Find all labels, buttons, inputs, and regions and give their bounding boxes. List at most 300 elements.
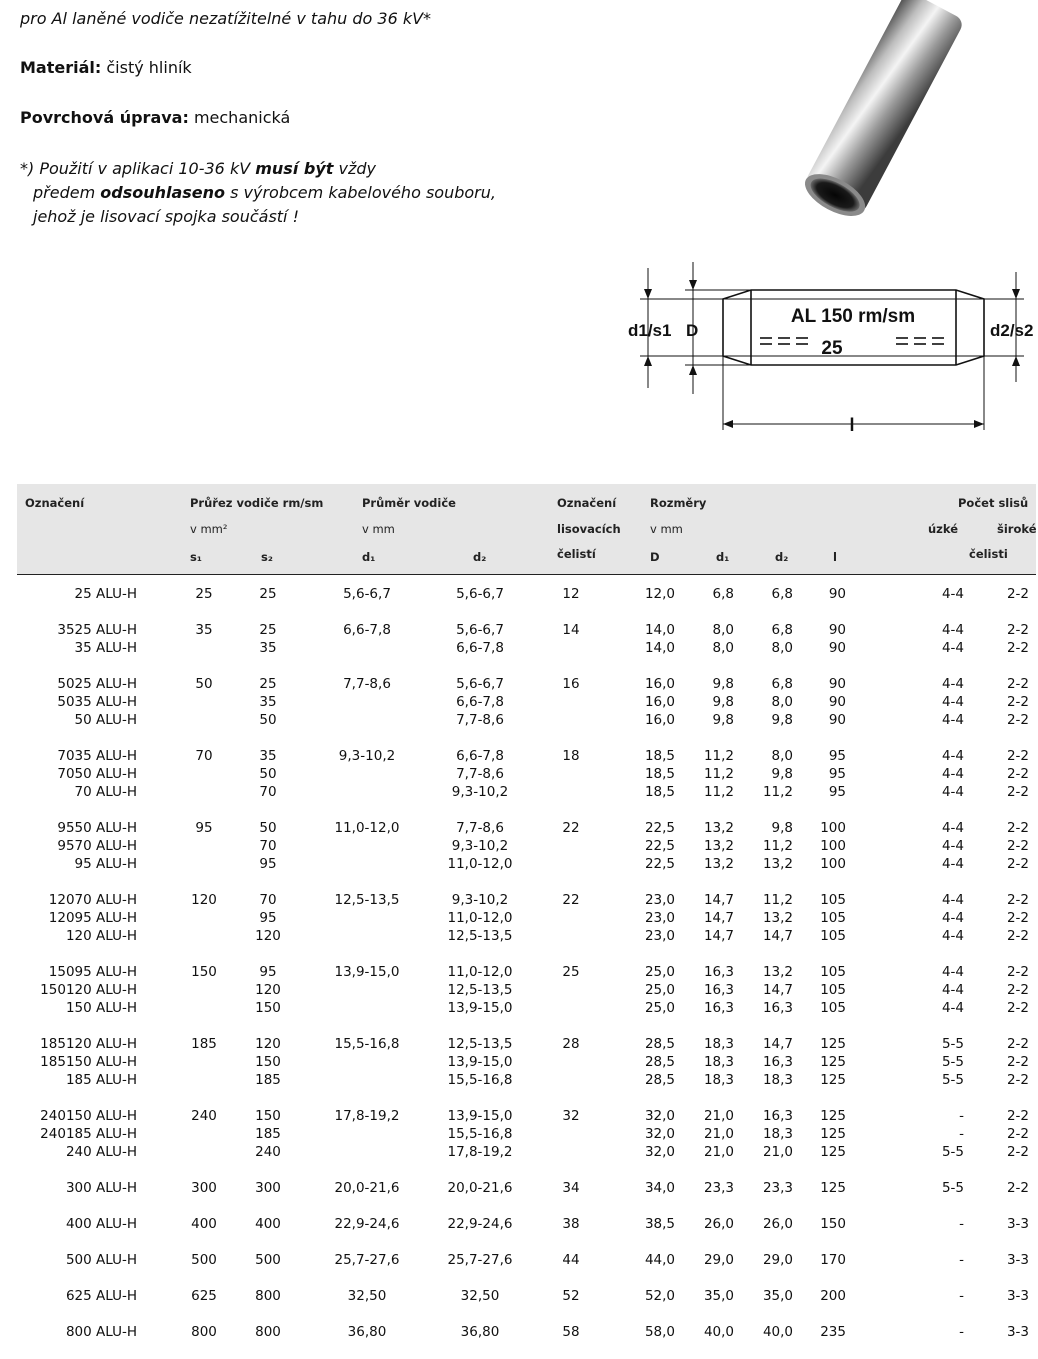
cell-D: 58,0 bbox=[644, 1324, 675, 1340]
sleeve-dimension-drawing bbox=[620, 258, 1038, 438]
cell-s2: 300 bbox=[255, 1180, 281, 1196]
sleeve-photo bbox=[760, 0, 990, 240]
cell-designation: 25 ALU-H bbox=[74, 586, 137, 602]
cell-s2: 70 bbox=[259, 784, 277, 800]
cell-length: 125 bbox=[820, 1054, 846, 1070]
header-uzke: úzké bbox=[928, 522, 959, 536]
header-rozmery-d2: d₂ bbox=[775, 550, 789, 564]
cell-D: 22,5 bbox=[644, 820, 675, 836]
cell-d2-range: 11,0-12,0 bbox=[447, 964, 513, 980]
label-l: l bbox=[849, 415, 855, 435]
note-emphasis: odsouhlaseno bbox=[100, 183, 226, 202]
cell-crimps-wide: 2-2 bbox=[1006, 892, 1029, 908]
header-prurez-unit: v mm² bbox=[190, 522, 228, 536]
cell-crimps-wide: 2-2 bbox=[1006, 712, 1029, 728]
cell-d2-range: 22,9-24,6 bbox=[447, 1216, 513, 1232]
cell-s1: 120 bbox=[191, 892, 217, 908]
cell-designation: 15095 ALU-H bbox=[48, 964, 137, 980]
cell-length: 100 bbox=[820, 856, 846, 872]
cell-crimps-wide: 2-2 bbox=[1006, 640, 1029, 656]
cell-designation: 240150 ALU-H bbox=[40, 1108, 137, 1124]
cell-crimps-narrow: 4-4 bbox=[941, 694, 964, 710]
cell-crimps-wide: 3-3 bbox=[1006, 1216, 1029, 1232]
note-line-2 bbox=[33, 182, 496, 204]
cell-length: 95 bbox=[828, 766, 846, 782]
note-text: *) Použití v aplikaci 10-36 kV bbox=[20, 159, 256, 178]
cell-designation: 240 ALU-H bbox=[65, 1144, 137, 1160]
cell-d2: 18,3 bbox=[762, 1126, 793, 1142]
cell-crimps-wide: 2-2 bbox=[1006, 586, 1029, 602]
cell-d1: 9,8 bbox=[712, 694, 734, 710]
cell-D: 14,0 bbox=[644, 640, 675, 656]
cell-crimps-wide: 2-2 bbox=[1006, 838, 1029, 854]
cell-D: 28,5 bbox=[644, 1072, 675, 1088]
cell-crimps-wide: 2-2 bbox=[1006, 676, 1029, 692]
header-prumer-unit: v mm bbox=[362, 522, 395, 536]
cell-d1-range: 13,9-15,0 bbox=[334, 964, 400, 980]
note-line-3: jehož je lisovací spojka součástí ! bbox=[33, 207, 299, 226]
cell-length: 125 bbox=[820, 1126, 846, 1142]
cell-d1: 18,3 bbox=[703, 1036, 734, 1052]
cell-crimps-narrow: 4-4 bbox=[941, 640, 964, 656]
cell-designation: 12070 ALU-H bbox=[48, 892, 137, 908]
cell-crimps-wide: 2-2 bbox=[1006, 766, 1029, 782]
cell-s1: 240 bbox=[191, 1108, 217, 1124]
cell-crimps-wide: 2-2 bbox=[1006, 964, 1029, 980]
cell-d1: 8,0 bbox=[712, 640, 734, 656]
header-prumer: Průměr vodiče bbox=[362, 496, 456, 510]
cell-d2-range: 9,3-10,2 bbox=[451, 892, 509, 908]
cell-D: 16,0 bbox=[644, 694, 675, 710]
cell-d1-range: 11,0-12,0 bbox=[334, 820, 400, 836]
cell-designation: 5025 ALU-H bbox=[57, 676, 137, 692]
cell-designation: 500 ALU-H bbox=[65, 1252, 137, 1268]
cell-s1: 150 bbox=[191, 964, 217, 980]
cell-d2: 6,8 bbox=[771, 586, 793, 602]
header-prurez: Průřez vodiče rm/sm bbox=[190, 496, 324, 510]
header-d2: d₂ bbox=[473, 550, 487, 564]
cell-s2: 95 bbox=[259, 856, 277, 872]
cell-d2: 40,0 bbox=[762, 1324, 793, 1340]
cell-d2: 16,3 bbox=[762, 1000, 793, 1016]
cell-s1: 70 bbox=[195, 748, 213, 764]
cell-D: 23,0 bbox=[644, 928, 675, 944]
cell-crimps-narrow: - bbox=[959, 1216, 964, 1232]
cell-D: 25,0 bbox=[644, 964, 675, 980]
cell-designation: 150120 ALU-H bbox=[40, 982, 137, 998]
cell-length: 95 bbox=[828, 784, 846, 800]
cell-D: 14,0 bbox=[644, 622, 675, 638]
cell-d1-range: 5,6-6,7 bbox=[343, 586, 391, 602]
cell-d1: 9,8 bbox=[712, 676, 734, 692]
cell-length: 90 bbox=[828, 712, 846, 728]
cell-crimps-wide: 3-3 bbox=[1006, 1288, 1029, 1304]
header-pocet: Počet slisů bbox=[958, 496, 1029, 510]
cell-length: 125 bbox=[820, 1144, 846, 1160]
cell-length: 125 bbox=[820, 1180, 846, 1196]
cell-crimps-wide: 3-3 bbox=[1006, 1324, 1029, 1340]
cell-crimps-narrow: 4-4 bbox=[941, 622, 964, 638]
cell-s2: 35 bbox=[259, 640, 277, 656]
cell-die-code: 16 bbox=[562, 676, 580, 692]
label-d2s2: d2/s2 bbox=[990, 321, 1034, 340]
cell-length: 90 bbox=[828, 694, 846, 710]
cell-s2: 25 bbox=[259, 676, 277, 692]
cell-crimps-narrow: 4-4 bbox=[941, 856, 964, 872]
cell-crimps-wide: 2-2 bbox=[1006, 982, 1029, 998]
cell-d2-range: 13,9-15,0 bbox=[447, 1054, 513, 1070]
cell-crimps-narrow: 5-5 bbox=[941, 1036, 964, 1052]
cell-die-code: 14 bbox=[562, 622, 580, 638]
cell-d2: 6,8 bbox=[771, 676, 793, 692]
cell-crimps-wide: 2-2 bbox=[1006, 622, 1029, 638]
cell-d2-range: 11,0-12,0 bbox=[447, 856, 513, 872]
cell-D: 22,5 bbox=[644, 856, 675, 872]
cell-crimps-wide: 2-2 bbox=[1006, 928, 1029, 944]
cell-length: 125 bbox=[820, 1108, 846, 1124]
header-oznaceni-lis-1: Označení bbox=[557, 496, 617, 510]
table-header bbox=[17, 484, 1036, 575]
drawing-number: 25 bbox=[821, 338, 843, 359]
cell-d2: 9,8 bbox=[771, 712, 793, 728]
cell-D: 23,0 bbox=[644, 892, 675, 908]
cell-d2: 35,0 bbox=[762, 1288, 793, 1304]
material-label: Materiál: bbox=[20, 58, 102, 77]
cell-s1: 185 bbox=[191, 1036, 217, 1052]
cell-crimps-wide: 2-2 bbox=[1006, 1108, 1029, 1124]
cell-d2: 8,0 bbox=[771, 748, 793, 764]
cell-d2: 6,8 bbox=[771, 622, 793, 638]
cell-crimps-wide: 2-2 bbox=[1006, 784, 1029, 800]
cell-s2: 800 bbox=[255, 1288, 281, 1304]
cell-d2: 9,8 bbox=[771, 766, 793, 782]
cell-s1: 400 bbox=[191, 1216, 217, 1232]
cell-s2: 35 bbox=[259, 694, 277, 710]
cell-crimps-narrow: 4-4 bbox=[941, 712, 964, 728]
cell-d2: 13,2 bbox=[762, 964, 793, 980]
cell-D: 32,0 bbox=[644, 1126, 675, 1142]
cell-designation: 70 ALU-H bbox=[74, 784, 137, 800]
cell-length: 235 bbox=[820, 1324, 846, 1340]
label-d1s1: d1/s1 bbox=[628, 321, 672, 340]
note-text: předem bbox=[33, 183, 101, 202]
cell-D: 16,0 bbox=[644, 676, 675, 692]
cell-s2: 120 bbox=[255, 1036, 281, 1052]
cell-s2: 150 bbox=[255, 1054, 281, 1070]
cell-d2-range: 36,80 bbox=[460, 1324, 500, 1340]
cell-die-code: 44 bbox=[562, 1252, 580, 1268]
cell-die-code: 12 bbox=[562, 586, 580, 602]
cell-crimps-wide: 2-2 bbox=[1006, 748, 1029, 764]
surface-value: mechanická bbox=[193, 108, 291, 127]
cell-s1: 95 bbox=[195, 820, 213, 836]
cell-s2: 35 bbox=[259, 748, 277, 764]
cell-d1: 6,8 bbox=[712, 586, 734, 602]
cell-d2-range: 12,5-13,5 bbox=[447, 1036, 513, 1052]
cell-d1: 40,0 bbox=[703, 1324, 734, 1340]
cell-d2: 8,0 bbox=[771, 694, 793, 710]
cell-die-code: 28 bbox=[562, 1036, 580, 1052]
drawing-marking: AL 150 rm/sm bbox=[790, 306, 916, 327]
cell-length: 105 bbox=[820, 982, 846, 998]
cell-s1: 50 bbox=[195, 676, 213, 692]
cell-d2-range: 7,7-8,6 bbox=[456, 766, 504, 782]
cell-s2: 70 bbox=[259, 892, 277, 908]
cell-s2: 50 bbox=[259, 712, 277, 728]
cell-s2: 50 bbox=[259, 820, 277, 836]
cell-s2: 500 bbox=[255, 1252, 281, 1268]
cell-crimps-narrow: 4-4 bbox=[941, 964, 964, 980]
cell-d2-range: 5,6-6,7 bbox=[456, 676, 504, 692]
cell-die-code: 38 bbox=[562, 1216, 580, 1232]
surface-label: Povrchová úprava: bbox=[20, 108, 189, 127]
cell-designation: 240185 ALU-H bbox=[40, 1126, 137, 1142]
cell-s2: 400 bbox=[255, 1216, 281, 1232]
cell-length: 170 bbox=[820, 1252, 846, 1268]
cell-d1-range: 9,3-10,2 bbox=[338, 748, 396, 764]
cell-s2: 150 bbox=[255, 1108, 281, 1124]
cell-designation: 12095 ALU-H bbox=[48, 910, 137, 926]
cell-crimps-narrow: - bbox=[959, 1288, 964, 1304]
cell-d1-range: 36,80 bbox=[347, 1324, 387, 1340]
cell-die-code: 52 bbox=[562, 1288, 580, 1304]
cell-D: 25,0 bbox=[644, 982, 675, 998]
cell-s1: 500 bbox=[191, 1252, 217, 1268]
cell-length: 90 bbox=[828, 622, 846, 638]
cell-d2: 14,7 bbox=[762, 1036, 793, 1052]
cell-d2-range: 15,5-16,8 bbox=[447, 1126, 513, 1142]
cell-length: 150 bbox=[820, 1216, 846, 1232]
cell-d1: 13,2 bbox=[703, 838, 734, 854]
note-text: vždy bbox=[333, 159, 376, 178]
cell-crimps-narrow: 5-5 bbox=[941, 1180, 964, 1196]
cell-d1-range: 32,50 bbox=[347, 1288, 387, 1304]
cell-d2-range: 12,5-13,5 bbox=[447, 982, 513, 998]
cell-die-code: 22 bbox=[562, 892, 580, 908]
cell-d2-range: 6,6-7,8 bbox=[456, 748, 504, 764]
cell-d2: 29,0 bbox=[762, 1252, 793, 1268]
cell-s1: 35 bbox=[195, 622, 213, 638]
cell-length: 200 bbox=[820, 1288, 846, 1304]
cell-crimps-narrow: 4-4 bbox=[941, 910, 964, 926]
cell-s2: 185 bbox=[255, 1126, 281, 1142]
cell-d2: 8,0 bbox=[771, 640, 793, 656]
cell-crimps-wide: 2-2 bbox=[1006, 1036, 1029, 1052]
cell-d1: 13,2 bbox=[703, 820, 734, 836]
cell-d2: 23,3 bbox=[762, 1180, 793, 1196]
cell-d1: 11,2 bbox=[703, 784, 734, 800]
header-oznaceni-lis-2: lisovacích bbox=[557, 522, 621, 536]
cell-s2: 25 bbox=[259, 622, 277, 638]
cell-D: 28,5 bbox=[644, 1054, 675, 1070]
cell-d1: 9,8 bbox=[712, 712, 734, 728]
cell-length: 105 bbox=[820, 910, 846, 926]
cell-crimps-narrow: 5-5 bbox=[941, 1144, 964, 1160]
cell-d1: 13,2 bbox=[703, 856, 734, 872]
header-s2: s₂ bbox=[261, 550, 273, 564]
cell-d2: 9,8 bbox=[771, 820, 793, 836]
cell-crimps-narrow: 4-4 bbox=[941, 1000, 964, 1016]
cell-d2: 14,7 bbox=[762, 982, 793, 998]
cell-die-code: 58 bbox=[562, 1324, 580, 1340]
cell-length: 125 bbox=[820, 1036, 846, 1052]
cell-crimps-wide: 2-2 bbox=[1006, 1054, 1029, 1070]
cell-length: 105 bbox=[820, 928, 846, 944]
cell-s2: 800 bbox=[255, 1324, 281, 1340]
cell-D: 52,0 bbox=[644, 1288, 675, 1304]
cell-d2-range: 17,8-19,2 bbox=[447, 1144, 513, 1160]
cell-length: 105 bbox=[820, 892, 846, 908]
cell-d1: 35,0 bbox=[703, 1288, 734, 1304]
cell-crimps-wide: 2-2 bbox=[1006, 1180, 1029, 1196]
cell-designation: 9550 ALU-H bbox=[57, 820, 137, 836]
cell-s1: 800 bbox=[191, 1324, 217, 1340]
cell-crimps-narrow: 4-4 bbox=[941, 892, 964, 908]
cell-s2: 50 bbox=[259, 766, 277, 782]
cell-d1: 21,0 bbox=[703, 1126, 734, 1142]
cell-s2: 120 bbox=[255, 982, 281, 998]
cell-crimps-wide: 2-2 bbox=[1006, 820, 1029, 836]
cell-crimps-narrow: 4-4 bbox=[941, 748, 964, 764]
header-rozmery-unit: v mm bbox=[650, 522, 683, 536]
cell-d2-range: 12,5-13,5 bbox=[447, 928, 513, 944]
cell-crimps-narrow: - bbox=[959, 1108, 964, 1124]
cell-s2: 25 bbox=[259, 586, 277, 602]
header-l: l bbox=[833, 550, 837, 564]
label-D: D bbox=[686, 321, 699, 340]
header-siroke: široké bbox=[997, 522, 1037, 536]
cell-d1-range: 7,7-8,6 bbox=[343, 676, 391, 692]
cell-die-code: 25 bbox=[562, 964, 580, 980]
cell-d1: 29,0 bbox=[703, 1252, 734, 1268]
cell-d1: 18,3 bbox=[703, 1072, 734, 1088]
cell-length: 105 bbox=[820, 964, 846, 980]
cell-d1: 21,0 bbox=[703, 1108, 734, 1124]
cell-d2: 16,3 bbox=[762, 1054, 793, 1070]
cell-d1-range: 22,9-24,6 bbox=[334, 1216, 400, 1232]
cell-d2-range: 11,0-12,0 bbox=[447, 910, 513, 926]
cell-s2: 95 bbox=[259, 964, 277, 980]
material-value: čistý hliník bbox=[106, 58, 192, 77]
note-text: s výrobcem kabelového souboru, bbox=[225, 183, 496, 202]
cell-length: 125 bbox=[820, 1072, 846, 1088]
cell-crimps-narrow: 4-4 bbox=[941, 766, 964, 782]
cell-designation: 185 ALU-H bbox=[65, 1072, 137, 1088]
cell-d1-range: 20,0-21,6 bbox=[334, 1180, 400, 1196]
header-d1: d₁ bbox=[362, 550, 376, 564]
cell-d1-range: 6,6-7,8 bbox=[343, 622, 391, 638]
cell-d1: 8,0 bbox=[712, 622, 734, 638]
cell-d2-range: 20,0-21,6 bbox=[447, 1180, 513, 1196]
cell-s2: 150 bbox=[255, 1000, 281, 1016]
cell-d2-range: 5,6-6,7 bbox=[456, 622, 504, 638]
cell-D: 34,0 bbox=[644, 1180, 675, 1196]
header-rozmery-d1: d₁ bbox=[716, 550, 730, 564]
cell-crimps-narrow: 5-5 bbox=[941, 1072, 964, 1088]
cell-d2: 18,3 bbox=[762, 1072, 793, 1088]
cell-designation: 185120 ALU-H bbox=[40, 1036, 137, 1052]
cell-d2-range: 6,6-7,8 bbox=[456, 640, 504, 656]
cell-crimps-narrow: - bbox=[959, 1252, 964, 1268]
cell-d2-range: 32,50 bbox=[460, 1288, 500, 1304]
cell-D: 23,0 bbox=[644, 910, 675, 926]
cell-d2: 11,2 bbox=[762, 892, 793, 908]
surface-line bbox=[20, 107, 290, 129]
cell-designation: 3525 ALU-H bbox=[57, 622, 137, 638]
cell-designation: 150 ALU-H bbox=[65, 1000, 137, 1016]
cell-D: 28,5 bbox=[644, 1036, 675, 1052]
cell-d2: 11,2 bbox=[762, 838, 793, 854]
cell-s2: 240 bbox=[255, 1144, 281, 1160]
cell-d2-range: 9,3-10,2 bbox=[451, 784, 509, 800]
cell-d1-range: 25,7-27,6 bbox=[334, 1252, 400, 1268]
cell-s2: 70 bbox=[259, 838, 277, 854]
header-celisti: čelisti bbox=[969, 547, 1008, 561]
cell-designation: 7035 ALU-H bbox=[57, 748, 137, 764]
cell-d1: 23,3 bbox=[703, 1180, 734, 1196]
cell-length: 90 bbox=[828, 676, 846, 692]
cell-d2-range: 7,7-8,6 bbox=[456, 712, 504, 728]
cell-d1: 18,3 bbox=[703, 1054, 734, 1070]
cell-crimps-narrow: 4-4 bbox=[941, 820, 964, 836]
cell-D: 44,0 bbox=[644, 1252, 675, 1268]
cell-crimps-narrow: 5-5 bbox=[941, 1054, 964, 1070]
cell-crimps-narrow: 4-4 bbox=[941, 838, 964, 854]
cell-die-code: 34 bbox=[562, 1180, 580, 1196]
header-oznaceni-lis-3: čelistí bbox=[557, 547, 596, 561]
cell-s2: 120 bbox=[255, 928, 281, 944]
cell-designation: 120 ALU-H bbox=[65, 928, 137, 944]
cell-d1: 26,0 bbox=[703, 1216, 734, 1232]
cell-d1: 14,7 bbox=[703, 928, 734, 944]
cell-crimps-wide: 3-3 bbox=[1006, 1252, 1029, 1268]
cell-D: 18,5 bbox=[644, 766, 675, 782]
cell-length: 95 bbox=[828, 748, 846, 764]
cell-length: 100 bbox=[820, 838, 846, 854]
cell-crimps-narrow: 4-4 bbox=[941, 928, 964, 944]
cell-d2: 21,0 bbox=[762, 1144, 793, 1160]
cell-designation: 50 ALU-H bbox=[74, 712, 137, 728]
cell-d2-range: 7,7-8,6 bbox=[456, 820, 504, 836]
cell-d1: 16,3 bbox=[703, 1000, 734, 1016]
cell-designation: 9570 ALU-H bbox=[57, 838, 137, 854]
cell-D: 38,5 bbox=[644, 1216, 675, 1232]
header-oznaceni: Označení bbox=[25, 496, 85, 510]
cell-d2: 26,0 bbox=[762, 1216, 793, 1232]
cell-D: 18,5 bbox=[644, 784, 675, 800]
cell-d2: 11,2 bbox=[762, 784, 793, 800]
cell-crimps-wide: 2-2 bbox=[1006, 910, 1029, 926]
material-line bbox=[20, 57, 192, 79]
cell-D: 12,0 bbox=[644, 586, 675, 602]
cell-designation: 400 ALU-H bbox=[65, 1216, 137, 1232]
cell-crimps-narrow: - bbox=[959, 1324, 964, 1340]
cell-D: 25,0 bbox=[644, 1000, 675, 1016]
cell-d1: 21,0 bbox=[703, 1144, 734, 1160]
cell-d2: 16,3 bbox=[762, 1108, 793, 1124]
cell-crimps-wide: 2-2 bbox=[1006, 856, 1029, 872]
cell-d1: 16,3 bbox=[703, 964, 734, 980]
cell-crimps-wide: 2-2 bbox=[1006, 1126, 1029, 1142]
cell-s1: 625 bbox=[191, 1288, 217, 1304]
cell-die-code: 18 bbox=[562, 748, 580, 764]
cell-d2-range: 13,9-15,0 bbox=[447, 1000, 513, 1016]
cell-crimps-narrow: 4-4 bbox=[941, 784, 964, 800]
cell-d1: 16,3 bbox=[703, 982, 734, 998]
cell-s2: 185 bbox=[255, 1072, 281, 1088]
cell-d2-range: 13,9-15,0 bbox=[447, 1108, 513, 1124]
cell-d1-range: 12,5-13,5 bbox=[334, 892, 400, 908]
